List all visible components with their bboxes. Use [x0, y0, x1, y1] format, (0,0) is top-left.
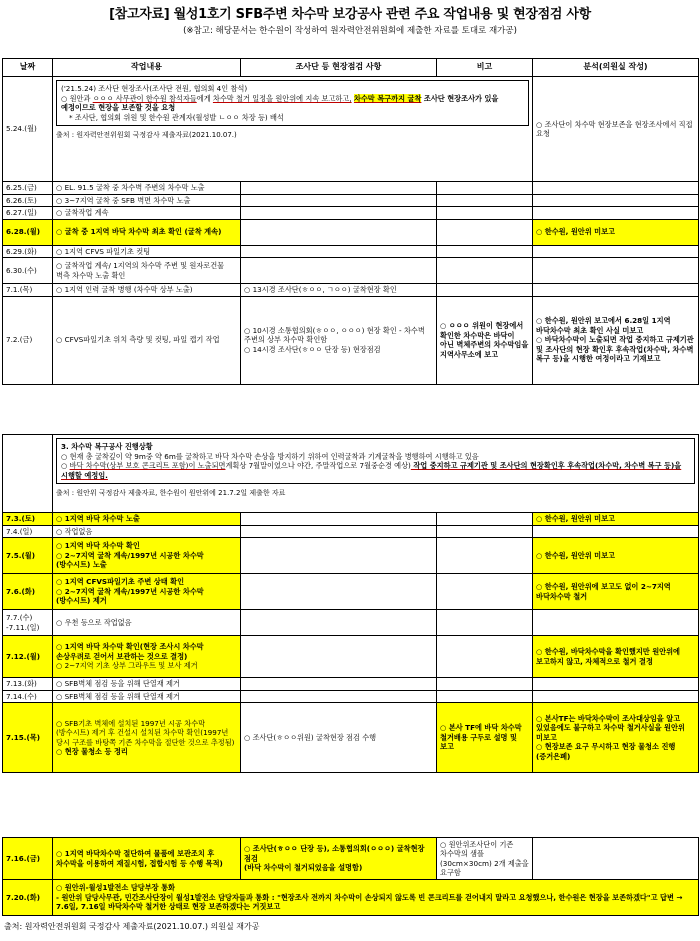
mid-info-box: 3. 차수막 복구공사 진행상황 ○ 현재 총 굴착깊이 약 9m중 약 6m를 굴착하고 바닥 차수막 손상을 방지하기 위하여 인력굴착과 기계굴착을 병행하여 시행하고 있음 ○ 바닥 차수막(상부 보호 콘크리트 포함)이 노출되면계획상 7월말이었으나 야간, 주말작업으로 7월중순경 예상) 작업 중지하고 규제기관 및 조사단의 현장확인후 후속작업(차수막, 차수벽 복구 등)을 시행할 예정임. [56, 438, 695, 484]
table-row: 7.13.(화) ○ SFB벽체 점검 등을 위해 단열재 제거 [3, 678, 699, 691]
table-row [3, 435, 699, 513]
table-row: 7.16.(금) ○ 1지역 바닥차수막 절단하여 물품에 보관조치 후 차수막을 이용하여 재질시험, 접합시험 등 수행 목적) ○ 조사단(ㅎㅇㅇ 단장 등), 소통협의회(ㅇㅇㅇ) 굴착현장 점검 (바닥 차수막이 철거되었음을 설명함) ○ 원안위조사단이 기존 차수막의 샘플(30cm×30cm) 2개 제출을 요구함 [3, 838, 699, 880]
header-row [3, 59, 699, 77]
table-row: 6.25.(금) ○ EL. 91.5 굴착 중 차수벽 주변의 차수막 노출 [3, 182, 699, 195]
timeline-table-1 [2, 58, 699, 385]
top-info-cell [53, 77, 533, 182]
top-info-line2: ○ 원안과 ㅇㅇㅇ 사무관이 한수원 참석자들에게 차수막 철거 일정을 원안위에 지속 보고하고, 차수막 복구까지 굴착 조사단 현장조사가 있을 예정이므로 현장을 보존할 것을 요청 [61, 93, 499, 112]
table-row: 6.28.(월) ○ 굴착 중 1지역 바닥 차수막 최초 확인 (굴착 계속) ○ 한수원, 원안위 미보고 [3, 219, 699, 245]
table-row: 7.14.(수) ○ SFB벽체 점검 등을 위해 단열재 제거 [3, 690, 699, 703]
page-subtitle: (※참고: 해당문서는 한수원이 작성하여 원자력안전위원회에 제출한 자료를 토대로 재가공) [183, 26, 517, 36]
top-info-source: 출처 : 원자력안전위원회 국정감사 제출자료(2021.10.07.) [56, 131, 237, 139]
header-inspection: 조사단 등 현장점검 사항 [241, 59, 437, 77]
mid-info-source: 출처 : 원안위 국정감사 제출자료, 한수원이 원안위에 21.7.2일 제출한 자료 [56, 489, 286, 497]
table-row: 6.26.(토) ○ 3~7지역 굴착 중 SFB 벽면 차수막 노출 [3, 194, 699, 207]
row-date: 5.24.(월) [3, 77, 53, 182]
table-row: 7.15.(목) ○ SFB기초 벽체에 설치된 1997년 시공 차수막(방수시트) 제거 후 건설시 설치된 차수막 확인(1997년 당시 구조를 바탕쪽 기존 차수막을 절단한 것으로 추정됨) ○ 현장 물청소 등 정리 ○ 조사단(ㅎㅇㅇ위원) 굴착현장 점검 수행 ○ 본사 TF에 바닥 차수막 철거배용 구두로 설명 및 보고 ○ 본사TF는 바닥차수막이 조사대상임을 알고 있었음에도 불구하고 차수막 철거사실을 원안위 미보고 ○ 현장보존 요구 무시하고 현장 물청소 진행(증거은폐) [3, 703, 699, 773]
table-row: 7.6.(화) ○ 1지역 CFVS파일기초 주변 상태 확인 ○ 2~7지역 굴착 계속/1997년 시공한 차수막 (방수시트) 제거 ○ 한수원, 원안위에 보고도 없이 2~7지역 바닥차수막 철거 [3, 574, 699, 610]
header-work: 작업내용 [53, 59, 241, 77]
table-row: 7.3.(토) ○ 1지역 바닥 차수막 노출 ○ 한수원, 원안위 미보고 [3, 513, 699, 526]
table-row: 6.27.(일) ○ 굴착작업 계속 [3, 207, 699, 220]
timeline-table-3 [2, 837, 699, 916]
timeline-table-2 [2, 434, 699, 773]
table-row: 6.29.(화) ○ 1지역 CFVS 파일기초 컷팅 [3, 245, 699, 258]
analysis-cell: ○ 조사단이 차수막 현장보존을 현장조사에서 직접 요청 [533, 77, 699, 182]
footer-source: 출처: 원자력안전위원회 국정감사 제출자료(2021.10.07.) 의원실 재가공 [4, 922, 260, 931]
page-title: [참고자료] 월성1호기 SFB주변 차수막 보강공사 관련 주요 작업내용 및 현장점검 사항 [109, 7, 591, 22]
table-row [3, 77, 699, 182]
header-note: 비고 [437, 59, 533, 77]
table-row: 7.12.(월) ○ 1지역 바닥 차수막 확인(현장 조사시 차수막 손상우려로 걷어서 보관하는 것으로 결정) ○ 2~7지역 기초 상부 그라우트 및 보사 제거 ○ 한수원, 바닥차수막을 확인했지만 원안위에 보고하지 않고, 자체적으로 철거 결정 [3, 636, 699, 678]
table-row: 7.5.(월) ○ 1지역 바닥 차수막 확인 ○ 2~7지역 굴착 계속/1997년 시공한 차수막 (방수시트) 노출 ○ 한수원, 원안위 미보고 [3, 538, 699, 574]
mid-info-cell [53, 435, 699, 513]
table-row: 7.20.(화) ○ 원안위-월성1발전소 담당부장 통화 - 원안위 담당사무관, 민간조사단장이 월성1발전소 담당자들과 통화 : "현장조사 전까지 차수막이 손상되지 않도록 빈 콘크리트를 걷어내지 말라고 요청했으나, 한수원은 현장을 보존하겠다"고 답변 → 7.6일, 7.16일 바닥차수막 철거한 상태로 현장 보존하겠다는 거짓보고 [3, 880, 699, 916]
table-row: 7.4.(일) ○ 작업없음 [3, 525, 699, 538]
table-row: 6.30.(수) ○ 굴착작업 계속/ 1지역의 차수막 주변 및 원자로건물 벽측 차수막 노출 확인 [3, 258, 699, 284]
top-info-line1: ('21.5.24) 조사단 현장조사(조사단 전원, 협의회 4인 참석) [61, 84, 248, 93]
table-row: 7.1.(목) ○ 1지역 인력 굴착 병행 (차수막 상부 노출) ○ 13시경 조사단(ㅎㅇㅇ, ㄱㅇㅇ) 굴착현장 확인 [3, 284, 699, 297]
header-date: 날짜 [3, 59, 53, 77]
table-row: 7.2.(금) ○ CFVS파일기초 위치 측량 및 컷팅, 파일 캡기 작업 ○ 10시경 소통협의회(ㅎㅇㅇ, ㅇㅇㅇ) 현장 확인 - 차수벽 주변의 상부 차수막 확인함 ○ 14시경 조사단(ㅎㅇㅇ 단장 등) 현장점검 ○ ㅇㅇㅇ 위원이 현장에서 확인한 차수막은 바닥이 아닌 벽체주변의 차수막임을 지역사무소에 보고 ○ 한수원, 원안위 보고에서 6.28일 1지역 바닥차수막 최초 확인 사실 미보고 ○ 바닥차수막이 노출되면 작업 중지하고 규제기관 및 조사단의 현장 확인후 후속작업(차수막, 차수벽 복구 등)을 시행한 여정이라고 기재보고 [3, 296, 699, 384]
table-row: 7.7.(수) -7.11.(일) ○ 우천 등으로 작업없음 [3, 610, 699, 636]
header-analysis: 분석(의원실 작성) [533, 59, 699, 77]
top-info-box [56, 80, 529, 126]
top-info-line3: * 조사단, 협의회 위원 및 한수원 관계자(월성발 ㄴㅇㅇ 차장 등) 배석 [69, 112, 284, 122]
